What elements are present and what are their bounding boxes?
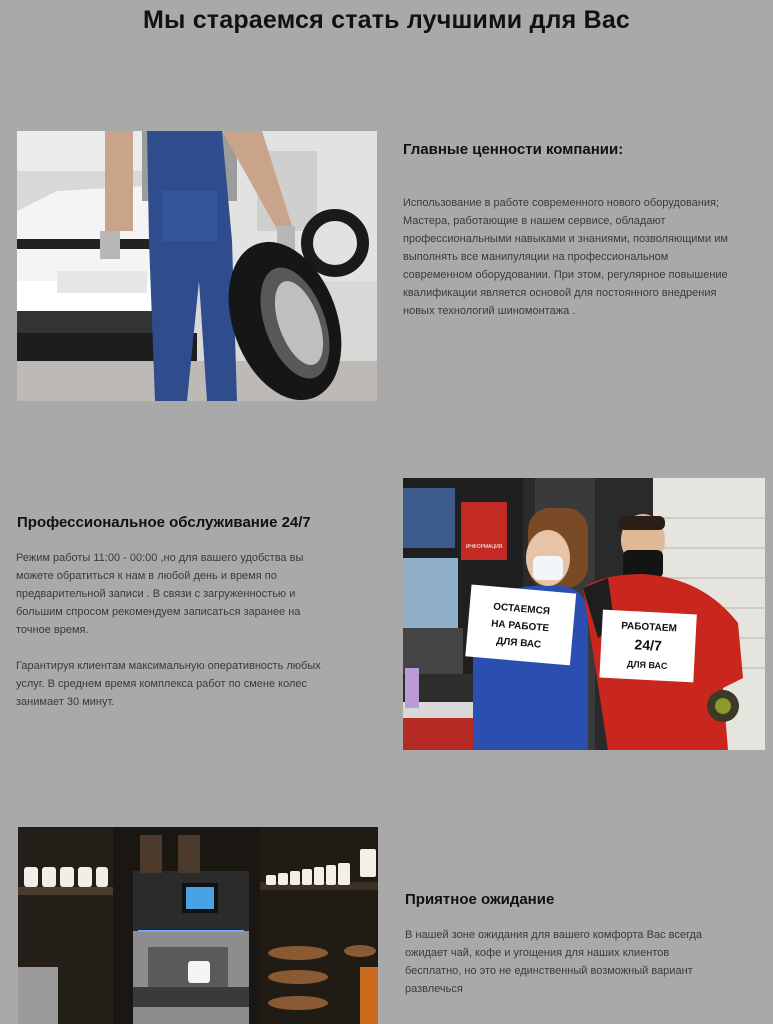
section-1-paragraph: Мастера, работающие в нашем сервисе, обладают профессиональными навыками и знаниями, позволяющими им выполнять все манипуляции на профессиональном современном оборудовании. При этом, регулярное повышение квалификации является основой для постоянного внедрения новых технологий шиномонтажа . [403, 215, 728, 317]
section-2-text [16, 549, 336, 711]
svg-text:РАБОТАЕМ: РАБОТАЕМ [620, 620, 678, 635]
section-3-text [405, 926, 725, 998]
wall-sign-text: ИНФОРМАЦИЯ [465, 544, 503, 550]
sign-left [465, 584, 576, 665]
section-2-paragraph: Гарантируя клиентам максимальную оперативность любых услуг. В среднем время комплекса работ по смене колес занимает 30 минут. [16, 660, 321, 708]
sign-right [599, 610, 696, 683]
staff-with-signs-photo [403, 478, 765, 750]
svg-text:ДЛЯ ВАС: ДЛЯ ВАС [495, 635, 542, 651]
svg-text:ДЛЯ ВАС: ДЛЯ ВАС [626, 658, 668, 672]
page-title: Мы стараемся стать лучшими для Вас [142, 6, 631, 34]
section-1-paragraph: Использование в работе современного нового оборудования; [403, 197, 720, 209]
svg-text:24/7: 24/7 [634, 636, 663, 654]
mechanic-carrying-tire-photo [17, 131, 377, 401]
waiting-area-coffee-photo [18, 827, 378, 1024]
svg-text:ОСТАЕМСЯ: ОСТАЕМСЯ [492, 601, 551, 618]
section-3-heading: Приятное ожидание [405, 891, 555, 908]
section-2-paragraph: Режим работы 11:00 - 00:00 ,но для вашего удобства вы можете обратиться к нам в любой день и время по предварительной записи . В связи с загруженностью и большим спросом рекомендуем записаться заранее на точное время. [16, 552, 304, 636]
section-1-text [403, 194, 733, 320]
section-2-heading: Профессиональное обслуживание 24/7 [17, 514, 311, 531]
section-3-paragraph: В нашей зоне ожидания для вашего комфорта Вас всегда ожидает чай, кофе и угощения для наших клиентов бесплатно, но это не единственный возможный вариант развлечься [405, 929, 703, 995]
section-1-heading: Главные ценности компании: [403, 141, 624, 158]
svg-text:НА РАБОТЕ: НА РАБОТЕ [490, 618, 550, 635]
